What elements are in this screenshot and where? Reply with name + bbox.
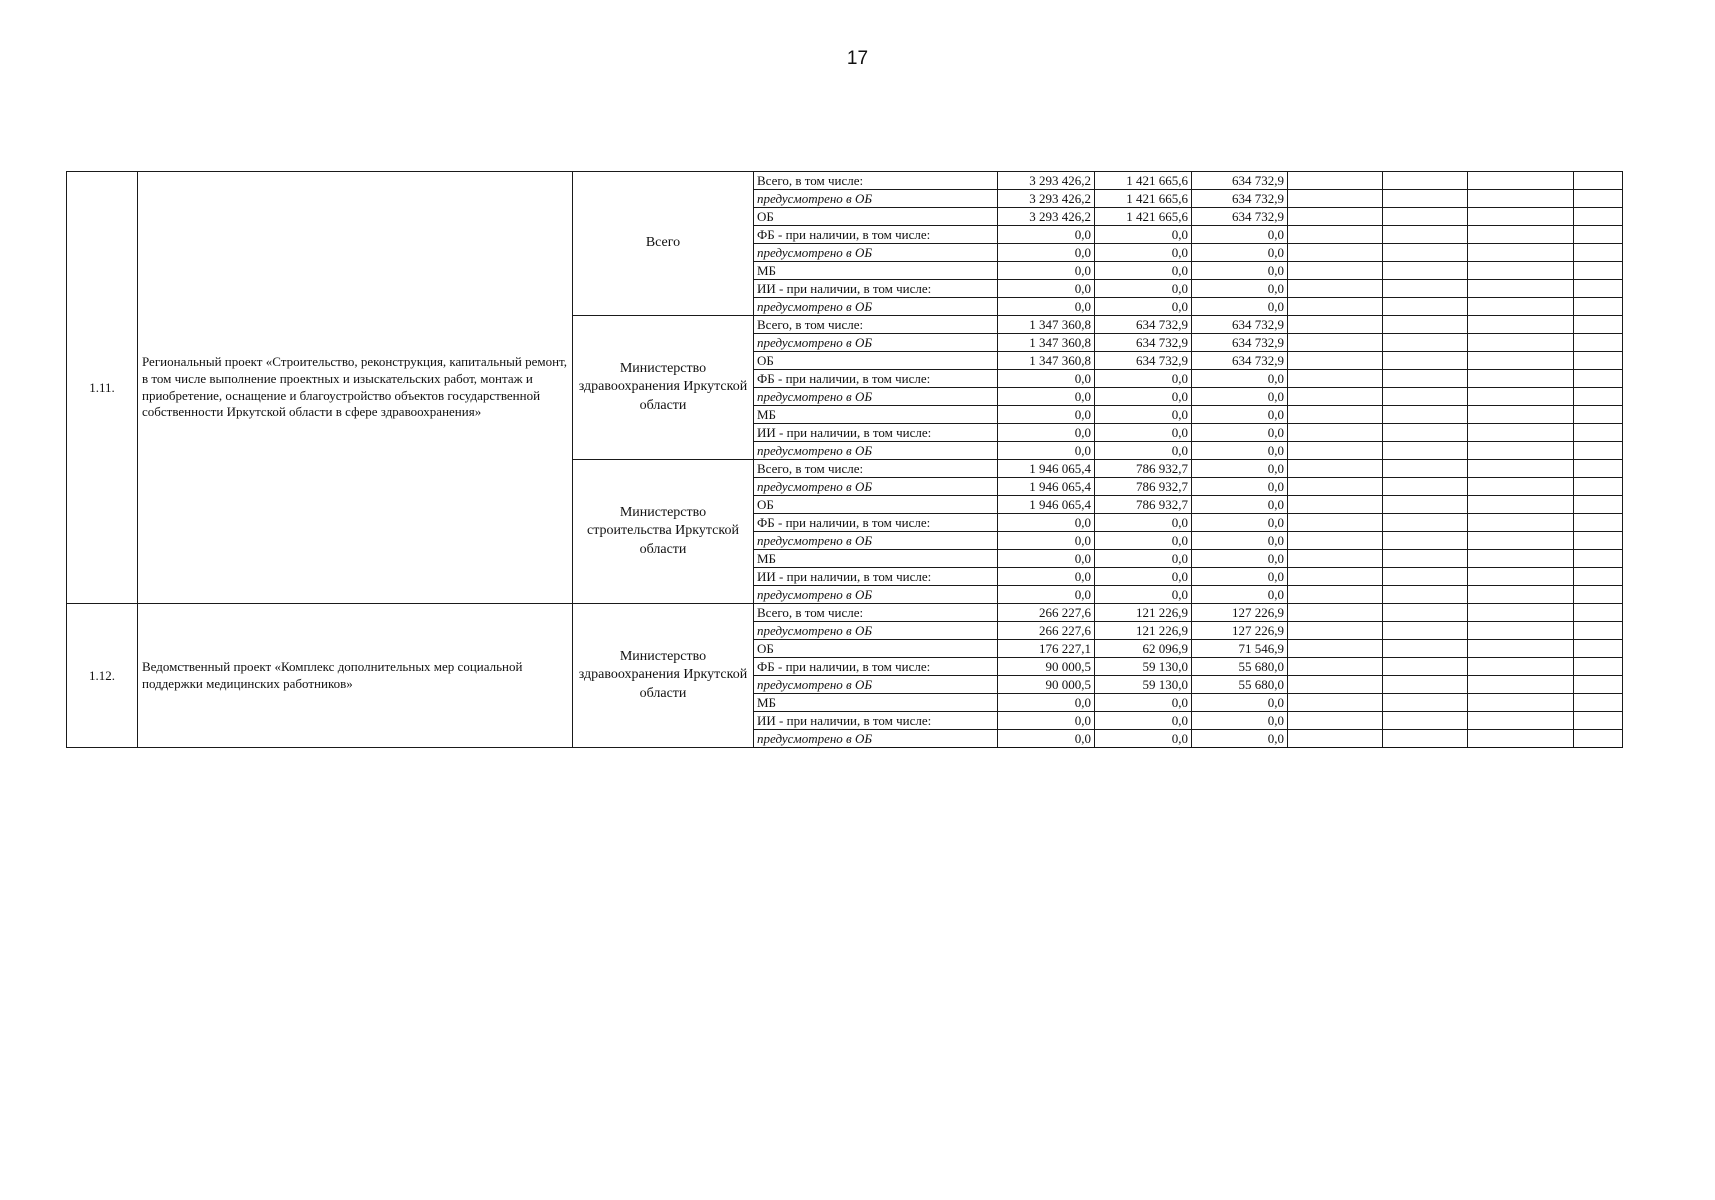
funding-source-label: Всего, в том числе: — [754, 604, 998, 622]
amount-cell: 634 732,9 — [1095, 316, 1192, 334]
amount-cell: 0,0 — [998, 370, 1095, 388]
empty-cell — [1288, 316, 1383, 334]
amount-cell: 634 732,9 — [1192, 316, 1288, 334]
amount-cell: 634 732,9 — [1192, 334, 1288, 352]
empty-cell — [1468, 568, 1574, 586]
empty-cell — [1574, 622, 1623, 640]
empty-cell — [1468, 190, 1574, 208]
amount-cell: 62 096,9 — [1095, 640, 1192, 658]
amount-cell: 634 732,9 — [1192, 172, 1288, 190]
empty-cell — [1468, 280, 1574, 298]
empty-cell — [1468, 244, 1574, 262]
funding-source-label: предусмотрено в ОБ — [754, 388, 998, 406]
amount-cell: 0,0 — [1192, 514, 1288, 532]
amount-cell: 1 421 665,6 — [1095, 208, 1192, 226]
empty-cell — [1574, 370, 1623, 388]
amount-cell: 0,0 — [998, 532, 1095, 550]
amount-cell: 0,0 — [1095, 370, 1192, 388]
empty-cell — [1288, 676, 1383, 694]
project-name: Региональный проект «Строительство, реконструкция, капитальный ремонт, в том числе выполнение проектных и изыскательских работ, монтаж и приобретение, оснащение и благоустройство объектов государственной собственности Иркутской области в сфере здравоохранения» — [138, 172, 573, 604]
empty-cell — [1468, 460, 1574, 478]
empty-cell — [1574, 730, 1623, 748]
empty-cell — [1574, 298, 1623, 316]
empty-cell — [1383, 586, 1468, 604]
empty-cell — [1574, 208, 1623, 226]
amount-cell: 0,0 — [1192, 442, 1288, 460]
amount-cell: 127 226,9 — [1192, 604, 1288, 622]
amount-cell: 0,0 — [1192, 550, 1288, 568]
funding-source-label: МБ — [754, 694, 998, 712]
funding-source-label: предусмотрено в ОБ — [754, 478, 998, 496]
amount-cell: 0,0 — [998, 712, 1095, 730]
empty-cell — [1574, 586, 1623, 604]
empty-cell — [1288, 532, 1383, 550]
amount-cell: 266 227,6 — [998, 604, 1095, 622]
empty-cell — [1288, 604, 1383, 622]
amount-cell: 55 680,0 — [1192, 676, 1288, 694]
empty-cell — [1468, 496, 1574, 514]
empty-cell — [1383, 622, 1468, 640]
amount-cell: 0,0 — [1192, 730, 1288, 748]
amount-cell: 0,0 — [1095, 298, 1192, 316]
amount-cell: 0,0 — [1095, 730, 1192, 748]
empty-cell — [1468, 298, 1574, 316]
project-number: 1.11. — [67, 172, 138, 604]
amount-cell: 0,0 — [1192, 568, 1288, 586]
amount-cell: 634 732,9 — [1192, 352, 1288, 370]
empty-cell — [1468, 424, 1574, 442]
amount-cell: 1 946 065,4 — [998, 460, 1095, 478]
funding-source-label: ОБ — [754, 208, 998, 226]
empty-cell — [1468, 406, 1574, 424]
empty-cell — [1383, 262, 1468, 280]
executor-name: Министерство строительства Иркутской области — [573, 460, 754, 604]
amount-cell: 0,0 — [998, 298, 1095, 316]
empty-cell — [1383, 478, 1468, 496]
funding-source-label: МБ — [754, 406, 998, 424]
amount-cell: 0,0 — [998, 442, 1095, 460]
empty-cell — [1288, 190, 1383, 208]
empty-cell — [1383, 532, 1468, 550]
empty-cell — [1574, 388, 1623, 406]
amount-cell: 1 347 360,8 — [998, 352, 1095, 370]
amount-cell: 0,0 — [998, 406, 1095, 424]
amount-cell: 1 946 065,4 — [998, 478, 1095, 496]
empty-cell — [1383, 172, 1468, 190]
empty-cell — [1288, 226, 1383, 244]
empty-cell — [1383, 352, 1468, 370]
empty-cell — [1468, 694, 1574, 712]
amount-cell: 0,0 — [1095, 280, 1192, 298]
empty-cell — [1574, 694, 1623, 712]
amount-cell: 0,0 — [998, 388, 1095, 406]
empty-cell — [1468, 172, 1574, 190]
empty-cell — [1468, 226, 1574, 244]
empty-cell — [1468, 334, 1574, 352]
empty-cell — [1383, 730, 1468, 748]
empty-cell — [1468, 370, 1574, 388]
empty-cell — [1574, 244, 1623, 262]
amount-cell: 0,0 — [998, 568, 1095, 586]
empty-cell — [1288, 244, 1383, 262]
amount-cell: 0,0 — [1192, 244, 1288, 262]
empty-cell — [1574, 334, 1623, 352]
funding-source-label: предусмотрено в ОБ — [754, 676, 998, 694]
amount-cell: 634 732,9 — [1095, 352, 1192, 370]
funding-source-label: ИИ - при наличии, в том числе: — [754, 424, 998, 442]
funding-source-label: ОБ — [754, 640, 998, 658]
empty-cell — [1468, 352, 1574, 370]
empty-cell — [1288, 586, 1383, 604]
amount-cell: 0,0 — [998, 244, 1095, 262]
amount-cell: 0,0 — [1192, 280, 1288, 298]
amount-cell: 0,0 — [1095, 532, 1192, 550]
amount-cell: 786 932,7 — [1095, 460, 1192, 478]
amount-cell: 0,0 — [1192, 226, 1288, 244]
empty-cell — [1574, 676, 1623, 694]
amount-cell: 786 932,7 — [1095, 496, 1192, 514]
empty-cell — [1383, 442, 1468, 460]
empty-cell — [1288, 568, 1383, 586]
funding-source-label: ИИ - при наличии, в том числе: — [754, 568, 998, 586]
empty-cell — [1288, 550, 1383, 568]
empty-cell — [1288, 460, 1383, 478]
amount-cell: 0,0 — [1095, 244, 1192, 262]
funding-source-label: предусмотрено в ОБ — [754, 244, 998, 262]
amount-cell: 786 932,7 — [1095, 478, 1192, 496]
empty-cell — [1468, 532, 1574, 550]
amount-cell: 0,0 — [1095, 442, 1192, 460]
amount-cell: 1 347 360,8 — [998, 334, 1095, 352]
empty-cell — [1288, 496, 1383, 514]
funding-source-label: Всего, в том числе: — [754, 316, 998, 334]
funding-source-label: предусмотрено в ОБ — [754, 622, 998, 640]
empty-cell — [1468, 586, 1574, 604]
empty-cell — [1383, 676, 1468, 694]
empty-cell — [1383, 298, 1468, 316]
empty-cell — [1468, 730, 1574, 748]
funding-source-label: предусмотрено в ОБ — [754, 334, 998, 352]
empty-cell — [1383, 226, 1468, 244]
empty-cell — [1383, 280, 1468, 298]
empty-cell — [1288, 478, 1383, 496]
empty-cell — [1288, 172, 1383, 190]
amount-cell: 0,0 — [998, 550, 1095, 568]
funding-source-label: ФБ - при наличии, в том числе: — [754, 370, 998, 388]
empty-cell — [1574, 478, 1623, 496]
empty-cell — [1383, 568, 1468, 586]
empty-cell — [1574, 262, 1623, 280]
empty-cell — [1288, 712, 1383, 730]
amount-cell: 3 293 426,2 — [998, 208, 1095, 226]
empty-cell — [1383, 388, 1468, 406]
empty-cell — [1288, 334, 1383, 352]
empty-cell — [1383, 694, 1468, 712]
empty-cell — [1288, 730, 1383, 748]
empty-cell — [1383, 244, 1468, 262]
amount-cell: 1 421 665,6 — [1095, 172, 1192, 190]
empty-cell — [1383, 424, 1468, 442]
funding-source-label: ИИ - при наличии, в том числе: — [754, 280, 998, 298]
empty-cell — [1574, 496, 1623, 514]
funding-source-label: МБ — [754, 262, 998, 280]
empty-cell — [1383, 658, 1468, 676]
empty-cell — [1574, 550, 1623, 568]
amount-cell: 0,0 — [1192, 370, 1288, 388]
amount-cell: 0,0 — [1192, 262, 1288, 280]
empty-cell — [1383, 604, 1468, 622]
empty-cell — [1468, 514, 1574, 532]
amount-cell: 0,0 — [1192, 298, 1288, 316]
amount-cell: 0,0 — [1095, 388, 1192, 406]
empty-cell — [1574, 316, 1623, 334]
amount-cell: 0,0 — [1095, 514, 1192, 532]
amount-cell: 634 732,9 — [1192, 190, 1288, 208]
empty-cell — [1288, 262, 1383, 280]
empty-cell — [1574, 406, 1623, 424]
empty-cell — [1383, 316, 1468, 334]
amount-cell: 634 732,9 — [1192, 208, 1288, 226]
amount-cell: 127 226,9 — [1192, 622, 1288, 640]
amount-cell: 0,0 — [1095, 586, 1192, 604]
empty-cell — [1574, 712, 1623, 730]
empty-cell — [1288, 640, 1383, 658]
empty-cell — [1383, 514, 1468, 532]
empty-cell — [1288, 406, 1383, 424]
amount-cell: 0,0 — [1095, 712, 1192, 730]
amount-cell: 121 226,9 — [1095, 604, 1192, 622]
amount-cell: 0,0 — [1192, 694, 1288, 712]
empty-cell — [1383, 406, 1468, 424]
amount-cell: 1 347 360,8 — [998, 316, 1095, 334]
empty-cell — [1574, 658, 1623, 676]
empty-cell — [1288, 298, 1383, 316]
amount-cell: 0,0 — [1095, 568, 1192, 586]
empty-cell — [1288, 622, 1383, 640]
amount-cell: 0,0 — [1095, 694, 1192, 712]
amount-cell: 0,0 — [998, 280, 1095, 298]
empty-cell — [1288, 370, 1383, 388]
amount-cell: 1 421 665,6 — [1095, 190, 1192, 208]
empty-cell — [1468, 640, 1574, 658]
empty-cell — [1383, 208, 1468, 226]
amount-cell: 0,0 — [1095, 424, 1192, 442]
page-number: 17 — [846, 48, 869, 69]
empty-cell — [1383, 190, 1468, 208]
funding-source-label: предусмотрено в ОБ — [754, 442, 998, 460]
empty-cell — [1468, 262, 1574, 280]
project-name: Ведомственный проект «Комплекс дополнительных мер социальной поддержки медицинских работников» — [138, 604, 573, 748]
empty-cell — [1383, 496, 1468, 514]
funding-source-label: ФБ - при наличии, в том числе: — [754, 226, 998, 244]
executor-name: Министерство здравоохранения Иркутской области — [573, 316, 754, 460]
empty-cell — [1383, 640, 1468, 658]
empty-cell — [1468, 550, 1574, 568]
funding-source-label: предусмотрено в ОБ — [754, 532, 998, 550]
empty-cell — [1288, 442, 1383, 460]
amount-cell: 0,0 — [1192, 478, 1288, 496]
table-row — [67, 172, 1623, 190]
empty-cell — [1574, 424, 1623, 442]
amount-cell: 0,0 — [998, 730, 1095, 748]
empty-cell — [1383, 550, 1468, 568]
empty-cell — [1288, 352, 1383, 370]
funding-source-label: ИИ - при наличии, в том числе: — [754, 712, 998, 730]
amount-cell: 0,0 — [1192, 712, 1288, 730]
table-row — [67, 604, 1623, 622]
amount-cell: 55 680,0 — [1192, 658, 1288, 676]
empty-cell — [1574, 226, 1623, 244]
empty-cell — [1574, 640, 1623, 658]
empty-cell — [1288, 658, 1383, 676]
amount-cell: 59 130,0 — [1095, 676, 1192, 694]
funding-source-label: Всего, в том числе: — [754, 460, 998, 478]
empty-cell — [1383, 370, 1468, 388]
empty-cell — [1288, 208, 1383, 226]
empty-cell — [1574, 442, 1623, 460]
amount-cell: 0,0 — [1095, 262, 1192, 280]
amount-cell: 59 130,0 — [1095, 658, 1192, 676]
funding-source-label: ФБ - при наличии, в том числе: — [754, 658, 998, 676]
empty-cell — [1468, 604, 1574, 622]
empty-cell — [1574, 190, 1623, 208]
empty-cell — [1574, 460, 1623, 478]
funding-source-label: предусмотрено в ОБ — [754, 730, 998, 748]
amount-cell: 0,0 — [1095, 226, 1192, 244]
empty-cell — [1468, 658, 1574, 676]
amount-cell: 3 293 426,2 — [998, 172, 1095, 190]
funding-source-label: ОБ — [754, 352, 998, 370]
amount-cell: 71 546,9 — [1192, 640, 1288, 658]
amount-cell: 90 000,5 — [998, 676, 1095, 694]
amount-cell: 0,0 — [998, 262, 1095, 280]
empty-cell — [1574, 280, 1623, 298]
amount-cell: 0,0 — [1192, 388, 1288, 406]
empty-cell — [1574, 568, 1623, 586]
empty-cell — [1468, 676, 1574, 694]
project-number: 1.12. — [67, 604, 138, 748]
executor-name: Министерство здравоохранения Иркутской области — [573, 604, 754, 748]
amount-cell: 0,0 — [1192, 460, 1288, 478]
empty-cell — [1574, 604, 1623, 622]
amount-cell: 1 946 065,4 — [998, 496, 1095, 514]
empty-cell — [1288, 514, 1383, 532]
amount-cell: 0,0 — [1192, 424, 1288, 442]
amount-cell: 0,0 — [998, 694, 1095, 712]
funding-source-label: предусмотрено в ОБ — [754, 586, 998, 604]
funding-source-label: ФБ - при наличии, в том числе: — [754, 514, 998, 532]
amount-cell: 121 226,9 — [1095, 622, 1192, 640]
empty-cell — [1574, 514, 1623, 532]
amount-cell: 0,0 — [998, 424, 1095, 442]
empty-cell — [1468, 208, 1574, 226]
funding-source-label: ОБ — [754, 496, 998, 514]
amount-cell: 634 732,9 — [1095, 334, 1192, 352]
funding-source-label: МБ — [754, 550, 998, 568]
amount-cell: 266 227,6 — [998, 622, 1095, 640]
empty-cell — [1383, 460, 1468, 478]
amount-cell: 0,0 — [1192, 496, 1288, 514]
amount-cell: 0,0 — [1095, 406, 1192, 424]
table-body — [67, 172, 1623, 748]
empty-cell — [1288, 694, 1383, 712]
empty-cell — [1288, 388, 1383, 406]
funding-source-label: Всего, в том числе: — [754, 172, 998, 190]
executor-name: Всего — [573, 172, 754, 316]
amount-cell: 0,0 — [998, 586, 1095, 604]
empty-cell — [1468, 388, 1574, 406]
amount-cell: 176 227,1 — [998, 640, 1095, 658]
amount-cell: 0,0 — [998, 226, 1095, 244]
funding-source-label: предусмотрено в ОБ — [754, 298, 998, 316]
empty-cell — [1574, 532, 1623, 550]
empty-cell — [1574, 172, 1623, 190]
amount-cell: 0,0 — [1095, 550, 1192, 568]
amount-cell: 0,0 — [1192, 532, 1288, 550]
empty-cell — [1468, 316, 1574, 334]
budget-table — [66, 171, 1623, 748]
amount-cell: 3 293 426,2 — [998, 190, 1095, 208]
amount-cell: 0,0 — [1192, 406, 1288, 424]
funding-source-label: предусмотрено в ОБ — [754, 190, 998, 208]
empty-cell — [1383, 712, 1468, 730]
empty-cell — [1468, 712, 1574, 730]
empty-cell — [1574, 352, 1623, 370]
empty-cell — [1468, 622, 1574, 640]
empty-cell — [1468, 478, 1574, 496]
empty-cell — [1383, 334, 1468, 352]
empty-cell — [1288, 280, 1383, 298]
amount-cell: 90 000,5 — [998, 658, 1095, 676]
amount-cell: 0,0 — [1192, 586, 1288, 604]
amount-cell: 0,0 — [998, 514, 1095, 532]
empty-cell — [1468, 442, 1574, 460]
empty-cell — [1288, 424, 1383, 442]
